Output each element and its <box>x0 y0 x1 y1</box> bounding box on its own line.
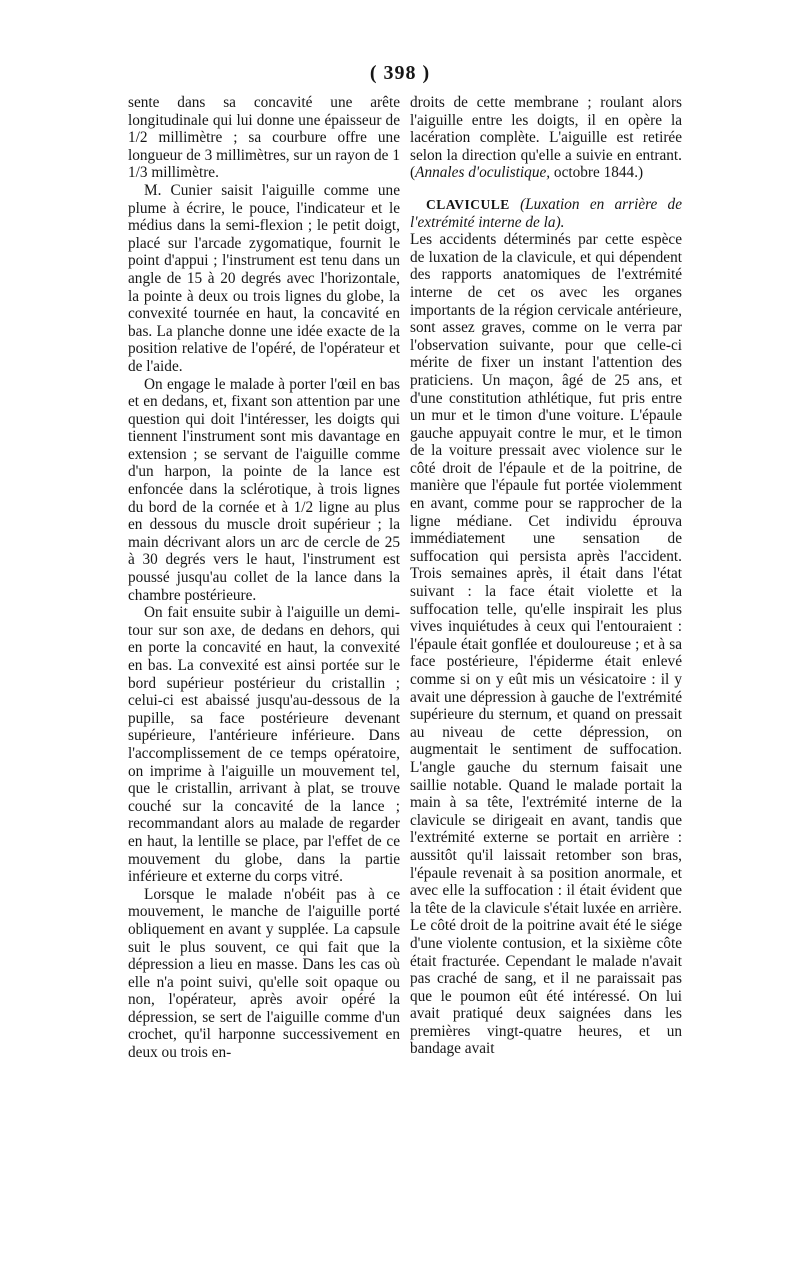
paragraph: On fait ensuite subir à l'aiguille un demi-tour sur son axe, de dedans en dehors, qui en porte la concavité en haut, la convexité en bas. La convexité est ainsi portée sur le bord supérieur postérieur du cristallin ; celui-ci est abaissé jusqu'au-dessous de la pupille, sa face postérieure devenant supérieure, l'antérieure inférieure. Dans l'accomplissement de ce temps opératoire, on imprime à l'aiguille un mouvement tel, que le cristallin, arrivant à plat, se trouve couché sur la concavité de la lance ; recommandant alors au malade de regarder en haut, la lentille se place, par l'effet de ce mouvement du globe, dans la partie inférieure et externe du corps vitré. <box>128 604 400 886</box>
paragraph: sente dans sa concavité une arête longitudinale qui lui donne une épaisseur de 1/2 millimètre ; sa courbure offre une longueur de 3 millimètres, sur un rayon de 1 1/3 millimètre. <box>128 94 400 182</box>
paragraph: Lorsque le malade n'obéit pas à ce mouvement, le manche de l'aiguille porté obliquement en avant y supplée. La capsule suit le plus souvent, ce qui fait que la dépression a lieu en masse. Dans les cas où elle n'a point suivi, qu'elle soit opaque ou non, l'opérateur, après avoir opéré la dépression, se sert de l'aiguille comme d'un crochet, qu'il harponne successivement en deux ou trois en- <box>128 885 400 1062</box>
heading-title: CLAVICULE <box>426 196 510 212</box>
paragraph-text: droits de cette membrane ; roulant alors l'aiguille entre les doigts, il en opère la lacération complète. L'aiguille est retirée selon la direction qu'elle a suivie en entrant. ( <box>410 94 682 182</box>
right-column <box>410 94 682 1058</box>
left-column <box>128 94 400 1062</box>
paragraph: Les accidents déterminés par cette espèce de luxation de la clavicule, et qui dépendent des rapports anatomiques de l'extrémité interne de cet os avec les organes importants de la région cervicale antérieure, sont assez graves, comme on le verra par l'observation suivante, pour que celle-ci mérite de fixer un instant l'attention des praticiens. Un maçon, âgé de 25 ans, et d'une constitution athlétique, fut pris entre un mur et le timon d'une voiture. L'épaule gauche appuyait contre le mur, et le timon de la voiture pressait avec violence sur le côté droit de l'épaule et de la poitrine, de manière que l'épaule fut portée violemment en avant, comme pour se rapprocher de la ligne médiane. Cet individu éprouva immédiatement une sensation de suffocation qui persista après l'accident. Trois semaines après, il était dans l'état suivant : la face était violette et la suffocation telle, qu'elle inspirait les plus vives inquiétudes à ceux qui l'entouraient : l'épaule était gonflée et douloureuse ; et à sa face postérieure, l'épiderme était enlevé comme si on y eût mis un vésicatoire : il y avait une dépression à gauche de l'extrémité supérieure du sternum, et quand on pressait au niveau de cette dépression, on augmentait le sentiment de suffocation. L'angle gauche du sternum faisait une saillie notable. Quand le malade portait la main à sa tête, l'extrémité interne de la clavicule se dirigeait en avant, tandis que l'extrémité externe se portait en arrière : aussitôt qu'il laissait retomber son bras, l'épaule revenait à sa position anormale, et avec elle la suffocation : il était évident que la tête de la clavicule s'était luxée en arrière. Le côté droit de la poitrine avait été le siége d'une violente contusion, et la sixième côte était fracturée. Cependant le malade n'avait pas craché de sang, et il ne paraissait pas que le poumon eût été intéressé. On lui avait pratiqué deux saignées dans les premières vingt-quatre heures, et un bandage avait <box>410 231 682 1058</box>
article-heading <box>410 196 682 231</box>
heading-subtitle: (Luxation en arrière de l'extrémité interne de la). <box>410 195 682 231</box>
paragraph: M. Cunier saisit l'aiguille comme une plume à écrire, le pouce, l'indicateur et le médius dans la semi-flexion ; le petit doigt, placé sur l'arcade zygomatique, fournit le point d'appui ; l'instrument est tenu dans un angle de 15 à 20 degrés avec l'horizontale, la pointe à deux ou trois lignes du globe, la convexité tournée en haut, la concavité en bas. La planche donne une idée exacte de la position relative de l'opéré, de l'opérateur et de l'aide. <box>128 181 400 375</box>
page-number: ( 398 ) <box>369 62 431 84</box>
paragraph: On engage le malade à porter l'œil en bas et en dedans, et, fixant son attention par une question qui doit l'intéresser, les doigts qui tiennent l'instrument sont mis davantage en extension ; se servant de l'aiguille comme d'un harpon, la pointe de la lance est enfoncée dans la sclérotique, à trois lignes du bord de la cornée et à 1/2 ligne au plus en dessous du muscle droit supérieur ; la main décrivant alors un arc de cercle de 25 à 30 degrés vers le haut, l'instrument est poussé jusqu'au collet de la lance dans la chambre postérieure. <box>128 375 400 604</box>
citation-date: octobre 1844.) <box>550 164 644 182</box>
paragraph <box>410 94 682 182</box>
source-citation: Annales d'oculistique, <box>415 164 551 182</box>
